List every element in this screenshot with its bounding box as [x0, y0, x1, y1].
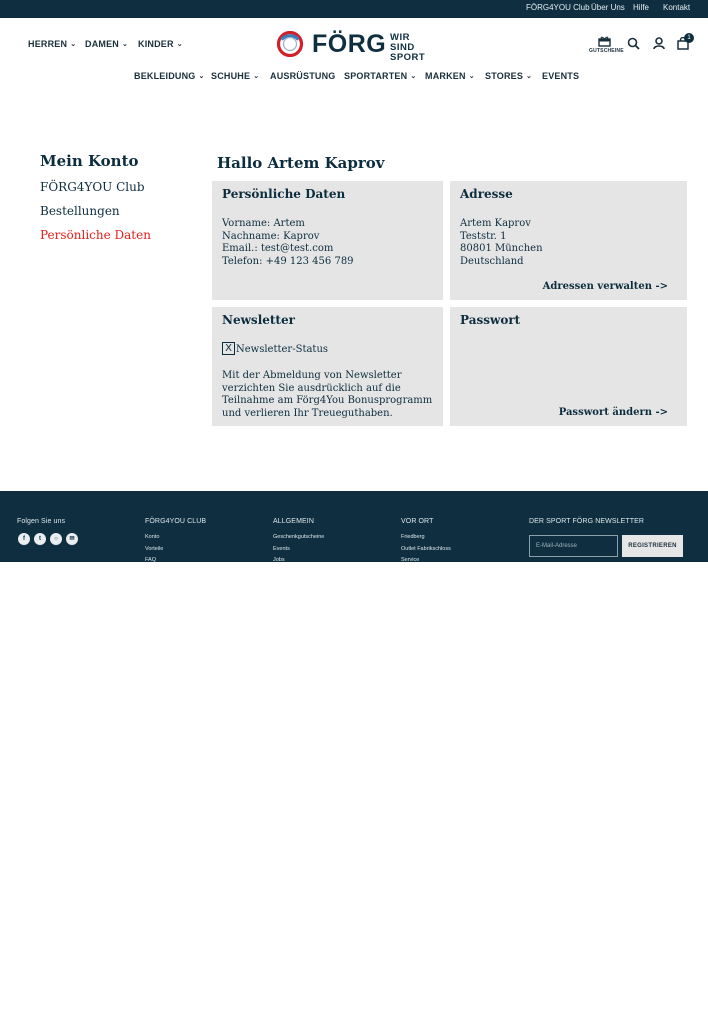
address-street: Teststr. 1 — [460, 230, 507, 242]
page-title: Hallo Artem Kaprov — [217, 154, 385, 172]
gift-label[interactable]: GUTSCHEINE — [589, 48, 624, 54]
newsletter-email-input[interactable]: E-Mail-Adresse — [529, 535, 618, 557]
address-name: Artem Kaprov — [460, 218, 531, 229]
newsletter-checkbox[interactable]: X — [222, 342, 235, 355]
footer-link[interactable]: Outlet Fabrikschloss — [401, 546, 451, 552]
chevron-down-icon: ⌄ — [526, 73, 533, 80]
card-title: Adresse — [460, 187, 513, 201]
newsletter-card — [212, 307, 443, 426]
manage-addresses-link[interactable]: Adressen verwalten -> — [542, 281, 668, 292]
footer-local-title: VOR ORT — [401, 518, 434, 525]
nav-herren[interactable] — [28, 39, 76, 49]
brand-logo[interactable] — [274, 28, 436, 63]
change-password-link[interactable]: Passwort ändern -> — [558, 407, 668, 418]
nav-marken[interactable] — [425, 71, 475, 81]
nav-kinder[interactable] — [138, 39, 183, 49]
nav-sportarten[interactable] — [344, 71, 416, 81]
nav-bekleidung-label: BEKLEIDUNG — [134, 71, 196, 81]
cart-count-badge: 1 — [684, 33, 694, 43]
footer-link[interactable]: Vorteile — [145, 546, 164, 552]
instagram-icon[interactable]: ○ — [50, 533, 62, 545]
logo-tagline — [390, 33, 436, 63]
twitter-icon[interactable]: t — [34, 533, 46, 545]
address-lines — [460, 218, 543, 269]
chevron-down-icon: ⌄ — [70, 41, 77, 48]
logo-wordmark: FÖRG — [312, 30, 387, 58]
logo-tagline-line2: SPORT — [390, 52, 426, 63]
footer-link[interactable]: Geschenkgutscheine — [273, 534, 325, 540]
footer-link[interactable]: Konto — [145, 534, 160, 540]
nav-schuhe[interactable] — [211, 71, 259, 81]
footer-link[interactable]: Friedberg — [401, 534, 425, 540]
card-title: Passwort — [460, 313, 521, 327]
nav-damen-label: DAMEN — [85, 39, 119, 49]
chevron-down-icon: ⌄ — [253, 73, 260, 80]
top-utility-bar — [0, 0, 708, 18]
email: Email.: test@test.com — [222, 243, 334, 255]
nav-kinder-label: KINDER — [138, 39, 174, 49]
topbar-link-club[interactable]: FÖRG4YOU Club — [526, 3, 590, 12]
footer — [0, 491, 708, 562]
sidebar-item-orders[interactable]: Bestellungen — [40, 204, 120, 218]
nav-ausruestung[interactable] — [270, 71, 336, 81]
nav-stores-label: STORES — [485, 71, 524, 81]
nav-events-label: EVENTS — [542, 71, 580, 81]
newsletter-status-label: Newsletter-Status — [236, 344, 329, 355]
address-country: Deutschland — [460, 256, 524, 268]
nav-ausruestung-label: AUSRÜSTUNG — [270, 71, 336, 81]
phone: Telefon: +49 123 456 789 — [222, 256, 354, 268]
footer-follow-title: Folgen Sie uns — [17, 518, 66, 525]
nav-sportarten-label: SPORTARTEN — [344, 71, 408, 81]
personal-data-card — [212, 181, 443, 300]
sidebar-item-club[interactable]: FÖRG4YOU Club — [40, 180, 145, 194]
password-card — [450, 307, 687, 426]
nav-events[interactable] — [542, 71, 579, 81]
chevron-down-icon: ⌄ — [410, 73, 417, 80]
nav-marken-label: MARKEN — [425, 71, 466, 81]
card-title: Newsletter — [222, 313, 295, 327]
address-city: 80801 München — [460, 243, 543, 255]
topbar-link-contact[interactable]: Kontakt — [663, 3, 691, 12]
nav-herren-label: HERREN — [28, 39, 68, 49]
footer-link[interactable]: Events — [273, 546, 290, 552]
footer-club-title: FÖRG4YOU CLUB — [145, 518, 207, 525]
address-card — [450, 181, 687, 300]
chevron-down-icon: ⌄ — [176, 41, 183, 48]
user-icon[interactable] — [653, 37, 665, 50]
first-name: Vorname: Artem — [222, 218, 305, 229]
nav-schuhe-label: SCHUHE — [211, 71, 251, 81]
footer-link[interactable]: FAQ — [145, 557, 157, 562]
footer-link[interactable]: Service — [401, 557, 420, 562]
chevron-down-icon: ⌄ — [468, 73, 475, 80]
footer-general-title: ALLGEMEIN — [273, 518, 314, 525]
logo-tagline-line1: WIR SIND — [390, 32, 415, 53]
facebook-icon[interactable]: f — [18, 533, 30, 545]
newsletter-info-text: Mit der Abmeldung von Newsletter verzichten Sie ausdrücklich auf die Teilnahme am Förg4You Bonusprogramm und verlieren Ihr Treueguthaben. — [222, 370, 433, 420]
logo-ring-icon — [276, 30, 304, 58]
topbar-link-about[interactable]: Über Uns — [591, 3, 625, 12]
last-name: Nachname: Kaprov — [222, 230, 320, 242]
chevron-down-icon: ⌄ — [198, 73, 205, 80]
search-icon[interactable] — [627, 37, 640, 50]
card-title: Persönliche Daten — [222, 187, 346, 201]
mail-icon[interactable]: ✉ — [66, 533, 78, 545]
sidebar-item-personal-data[interactable]: Persönliche Daten — [40, 228, 151, 242]
nav-damen[interactable] — [85, 39, 128, 49]
gift-icon[interactable] — [598, 36, 611, 47]
nav-stores[interactable] — [485, 71, 532, 81]
sidebar-title: Mein Konto — [40, 152, 139, 170]
chevron-down-icon: ⌄ — [122, 41, 129, 48]
footer-newsletter-title: DER SPORT FÖRG NEWSLETTER — [529, 518, 645, 525]
newsletter-register-button[interactable]: REGISTRIEREN — [622, 535, 683, 557]
nav-bekleidung[interactable] — [134, 71, 205, 81]
personal-data-lines — [222, 218, 354, 269]
topbar-link-help[interactable]: Hilfe — [633, 3, 650, 12]
footer-link[interactable]: Jobs — [273, 557, 285, 562]
